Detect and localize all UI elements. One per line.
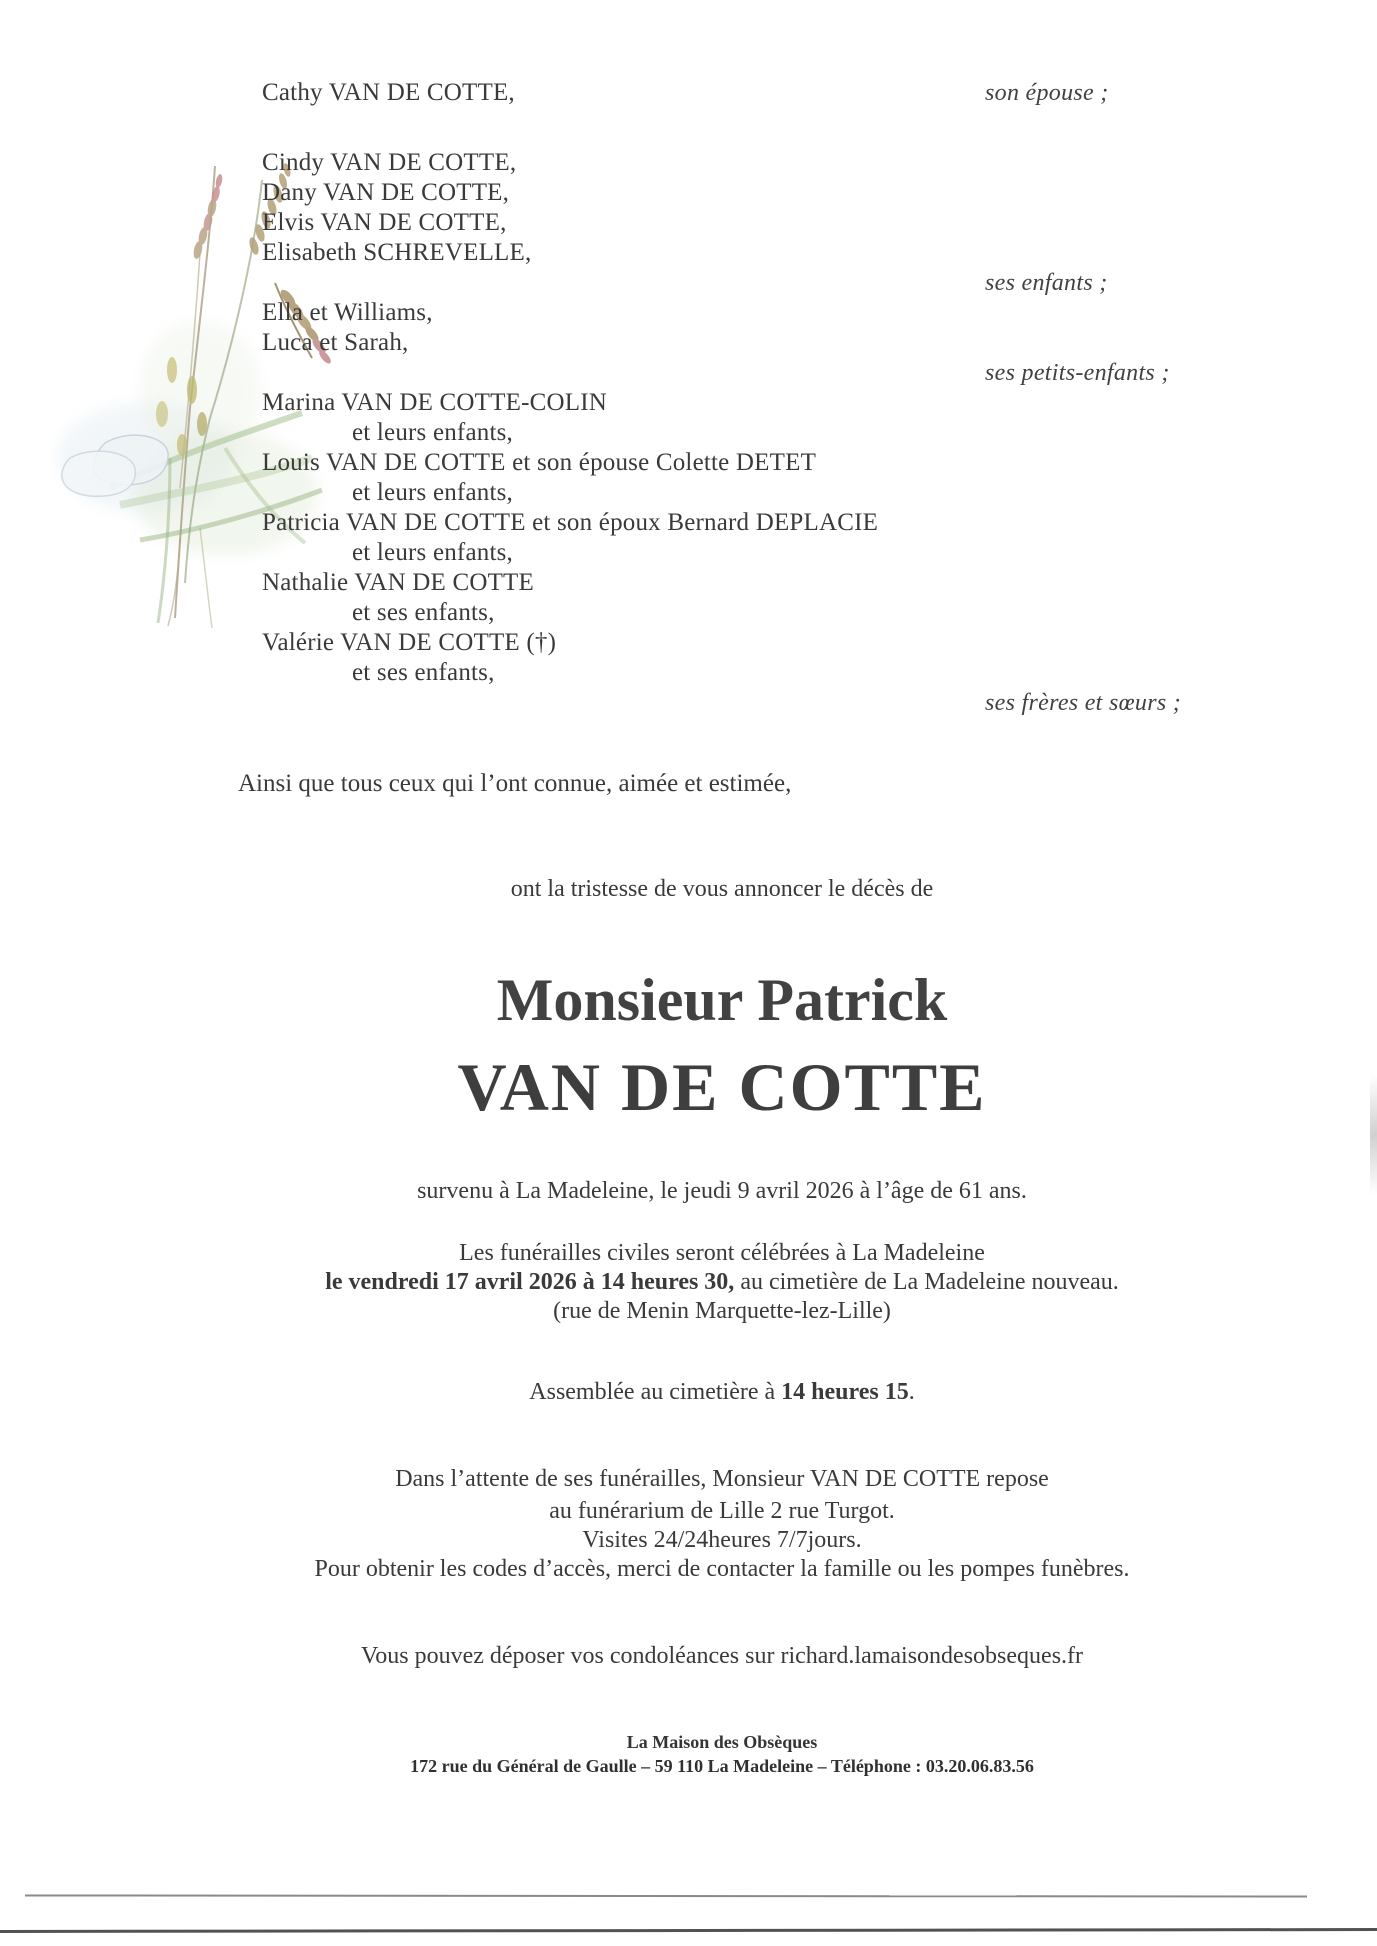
funeral-line-1: Les funérailles civiles seront célébrées à La Madeleine	[459, 1240, 985, 1266]
funeral-home-address: 172 rue du Général de Gaulle – 59 110 La Madeleine – Téléphone : 03.20.06.83.56	[410, 1756, 1034, 1776]
announcement-line: ont la tristesse de vous annoncer le décès de	[510, 876, 934, 902]
scan-horizontal-line-lower	[0, 1928, 1377, 1933]
tribute-line: Ainsi que tous ceux qui l’ont connue, aimée et estimée,	[238, 770, 792, 797]
relative-name-line	[0, 328, 1377, 358]
funeral-line-3: (rue de Menin Marquette-lez-Lille)	[553, 1298, 891, 1324]
relative-name-text: Luca et Sarah,	[262, 329, 409, 356]
relative-name-line	[0, 238, 1377, 268]
funeral-line-2	[65, 1269, 1377, 1296]
relative-name-text: et leurs enfants,	[352, 539, 513, 566]
relative-name-text: Ella et Williams,	[262, 299, 433, 326]
text-segment: .	[908, 1379, 915, 1405]
death-details-line: survenu à La Madeleine, le jeudi 9 avril 2026 à l’âge de 61 ans.	[417, 1178, 1027, 1204]
relationship-label: ses frères et sœurs ;	[985, 690, 1182, 716]
relative-name-line	[0, 628, 1377, 658]
relative-name-text: et ses enfants,	[352, 599, 495, 626]
relationship-label: ses enfants ;	[985, 270, 1108, 296]
relative-name-line	[0, 178, 1377, 208]
relative-name-text: Dany VAN DE COTTE,	[262, 179, 510, 206]
relative-name-line	[0, 538, 1377, 568]
relative-name-line	[0, 658, 1377, 688]
relationship-label-row	[0, 358, 1377, 388]
relative-name-line	[0, 598, 1377, 628]
relative-name-text: Elvis VAN DE COTTE,	[262, 209, 507, 236]
relationship-label-row	[0, 688, 1377, 718]
relative-name-line	[0, 208, 1377, 238]
relative-name-text: Louis VAN DE COTTE et son épouse Colette DETET	[262, 449, 817, 476]
condolences-line: Vous pouvez déposer vos condoléances sur richard.lamaisondesobseques.fr	[360, 1643, 1084, 1669]
relationship-label: son épouse ;	[985, 80, 1109, 106]
bold-text-segment: le vendredi 17 avril 2026 à 14 heures 30,	[325, 1269, 735, 1295]
deceased-title-first-line: Monsieur Patrick	[496, 967, 948, 1033]
names-group	[0, 78, 1377, 108]
repose-line-1: Dans l’attente de ses funérailles, Monsieur VAN DE COTTE repose	[395, 1466, 1049, 1492]
relationship-label-row	[0, 268, 1377, 298]
relative-name-text: Cathy VAN DE COTTE,	[262, 79, 515, 106]
names-group	[0, 148, 1377, 298]
relative-name-text: Marina VAN DE COTTE-COLIN	[262, 389, 608, 416]
relative-name-line	[0, 508, 1377, 538]
scan-horizontal-line-upper	[25, 1894, 1307, 1897]
relative-name-text: Nathalie VAN DE COTTE	[262, 569, 534, 596]
relative-name-line	[0, 418, 1377, 448]
relative-name-line	[0, 148, 1377, 178]
repose-line-4: Pour obtenir les codes d’accès, merci de contacter la famille ou les pompes funèbres.	[314, 1556, 1130, 1582]
scan-edge-smudge	[1370, 1075, 1377, 1195]
funeral-home-name: La Maison des Obsèques	[626, 1732, 818, 1752]
relationship-label: ses petits-enfants ;	[985, 360, 1170, 386]
relative-name-text: Cindy VAN DE COTTE,	[262, 149, 517, 176]
relative-name-line	[0, 448, 1377, 478]
repose-line-3: Visites 24/24heures 7/7jours.	[582, 1527, 862, 1553]
relative-name-line	[0, 388, 1377, 418]
deceased-title-surname: VAN DE COTTE	[457, 1049, 987, 1125]
text-segment: Assemblée au cimetière à	[529, 1379, 782, 1405]
names-group	[0, 388, 1377, 718]
relative-name-text: et leurs enfants,	[352, 419, 513, 446]
text-segment: au cimetière de La Madeleine nouveau.	[734, 1269, 1119, 1295]
assembly-line	[65, 1379, 1377, 1406]
relative-name-text: et ses enfants,	[352, 659, 495, 686]
repose-line-2: au funérarium de Lille 2 rue Turgot.	[549, 1498, 895, 1524]
relative-name-line	[0, 298, 1377, 328]
relative-name-line	[0, 78, 1377, 108]
relative-name-text: Elisabeth SCHREVELLE,	[262, 239, 532, 266]
relative-name-text: et leurs enfants,	[352, 479, 513, 506]
bold-text-segment: 14 heures 15	[781, 1379, 909, 1405]
relative-name-line	[0, 568, 1377, 598]
relative-name-text: Patricia VAN DE COTTE et son époux Bernard DEPLACIE	[262, 509, 879, 536]
names-section	[0, 78, 1377, 718]
relative-name-line	[0, 478, 1377, 508]
names-group	[0, 298, 1377, 388]
relative-name-text: Valérie VAN DE COTTE (†)	[262, 629, 557, 656]
